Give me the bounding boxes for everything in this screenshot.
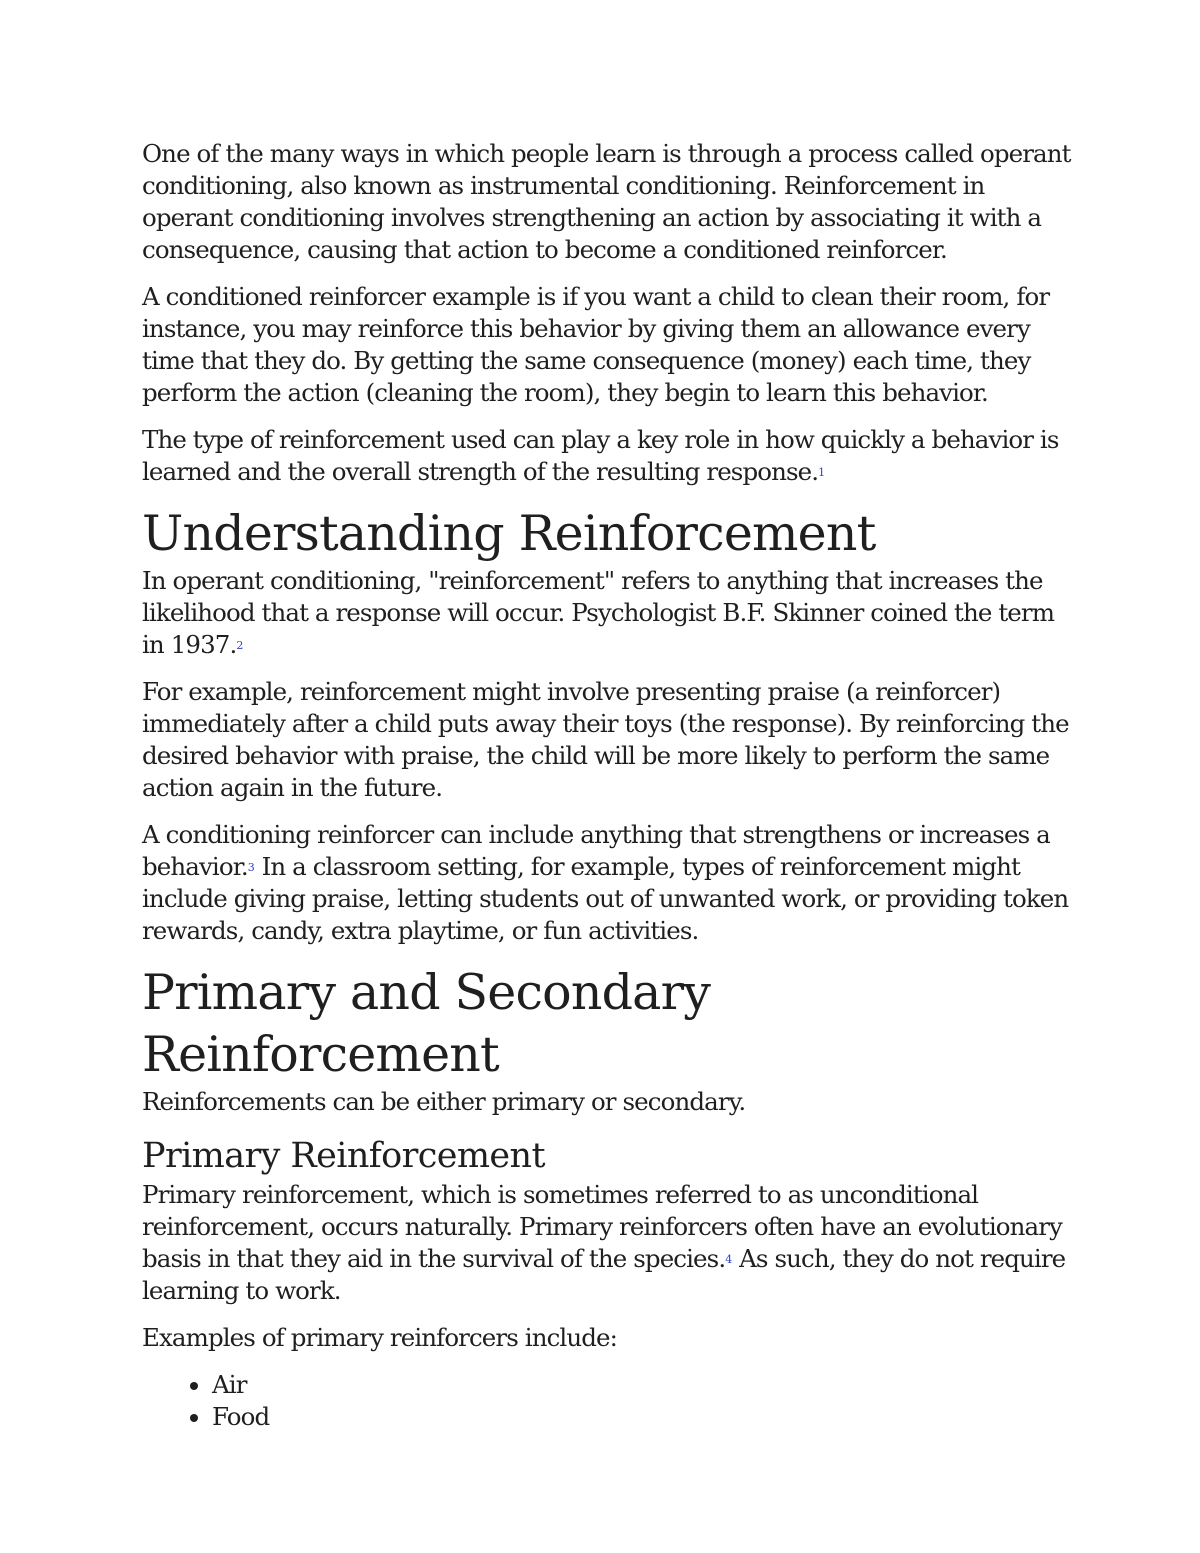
section1-paragraph-3-text-b: In a classroom setting, for example, types of reinforcement might include giving praise, letting students out of unwanted work, or providing token rewards, candy, extra playtime, or fun activities.: [142, 852, 1069, 945]
section1-paragraph-1: [142, 565, 1072, 661]
footnote-ref-4[interactable]: 4: [725, 1253, 733, 1266]
list-item: • Air: [212, 1369, 1072, 1401]
section2-paragraph-1-text-b: As such, they do not require learning to work.: [142, 1244, 1066, 1305]
subheading-primary-reinforcement: Primary Reinforcement: [142, 1136, 545, 1176]
section1-paragraph-1-text: In operant conditioning, "reinforcement" refers to anything that increases the likelihood that a response will occur. Psychologist B.F. Skinner coined the term in 1937.: [142, 566, 1055, 659]
section1-paragraph-3-text-a: A conditioning reinforcer can include anything that strengthens or increases a behavior.: [142, 820, 1050, 881]
intro-paragraph-2: A conditioned reinforcer example is if you want a child to clean their room, for instance, you may reinforce this behavior by giving them an allowance every time that they do. By getting the same consequence (money) each time, they perform the action (cleaning the room), they begin to learn this behavior.: [142, 282, 1050, 407]
section2-intro: Reinforcements can be either primary or secondary.: [142, 1087, 746, 1116]
intro-paragraph-1: One of the many ways in which people learn is through a process called operant conditioning, also known as instrumental conditioning. Reinforcement in operant conditioning involves strengthening an action by associating it with a consequence, causing that action to become a conditioned reinforcer.: [142, 139, 1071, 264]
list-item: • Food: [212, 1401, 1072, 1433]
section1-paragraph-2: For example, reinforcement might involve presenting praise (a reinforcer) immediately after a child puts away their toys (the response). By reinforcing the desired behavior with praise, the child will be more likely to perform the same action again in the future.: [142, 677, 1069, 802]
section1-paragraph-3: [142, 819, 1072, 947]
examples-intro: Examples of primary reinforcers include:: [142, 1323, 617, 1352]
footnote-ref-3[interactable]: 3: [247, 861, 255, 874]
primary-reinforcers-list: [142, 1369, 1072, 1433]
section2-paragraph-1-text-a: Primary reinforcement, which is sometimes referred to as unconditional reinforcement, occurs naturally. Primary reinforcers often have an evolutionary basis in that they aid in the survival of the species.: [142, 1180, 1062, 1273]
document-page: [142, 138, 1072, 1433]
intro-paragraph-3: [142, 424, 1072, 488]
section2-paragraph-1: [142, 1179, 1072, 1307]
heading-understanding-reinforcement: Understanding Reinforcement: [142, 505, 876, 562]
heading-primary-secondary-reinforcement: Primary and Secondary Reinforcement: [142, 964, 711, 1083]
footnote-ref-1[interactable]: 1: [818, 466, 826, 479]
footnote-ref-2[interactable]: 2: [236, 639, 244, 652]
intro-paragraph-3-text: The type of reinforcement used can play a key role in how quickly a behavior is learned and the overall strength of the resulting response.: [142, 425, 1059, 486]
